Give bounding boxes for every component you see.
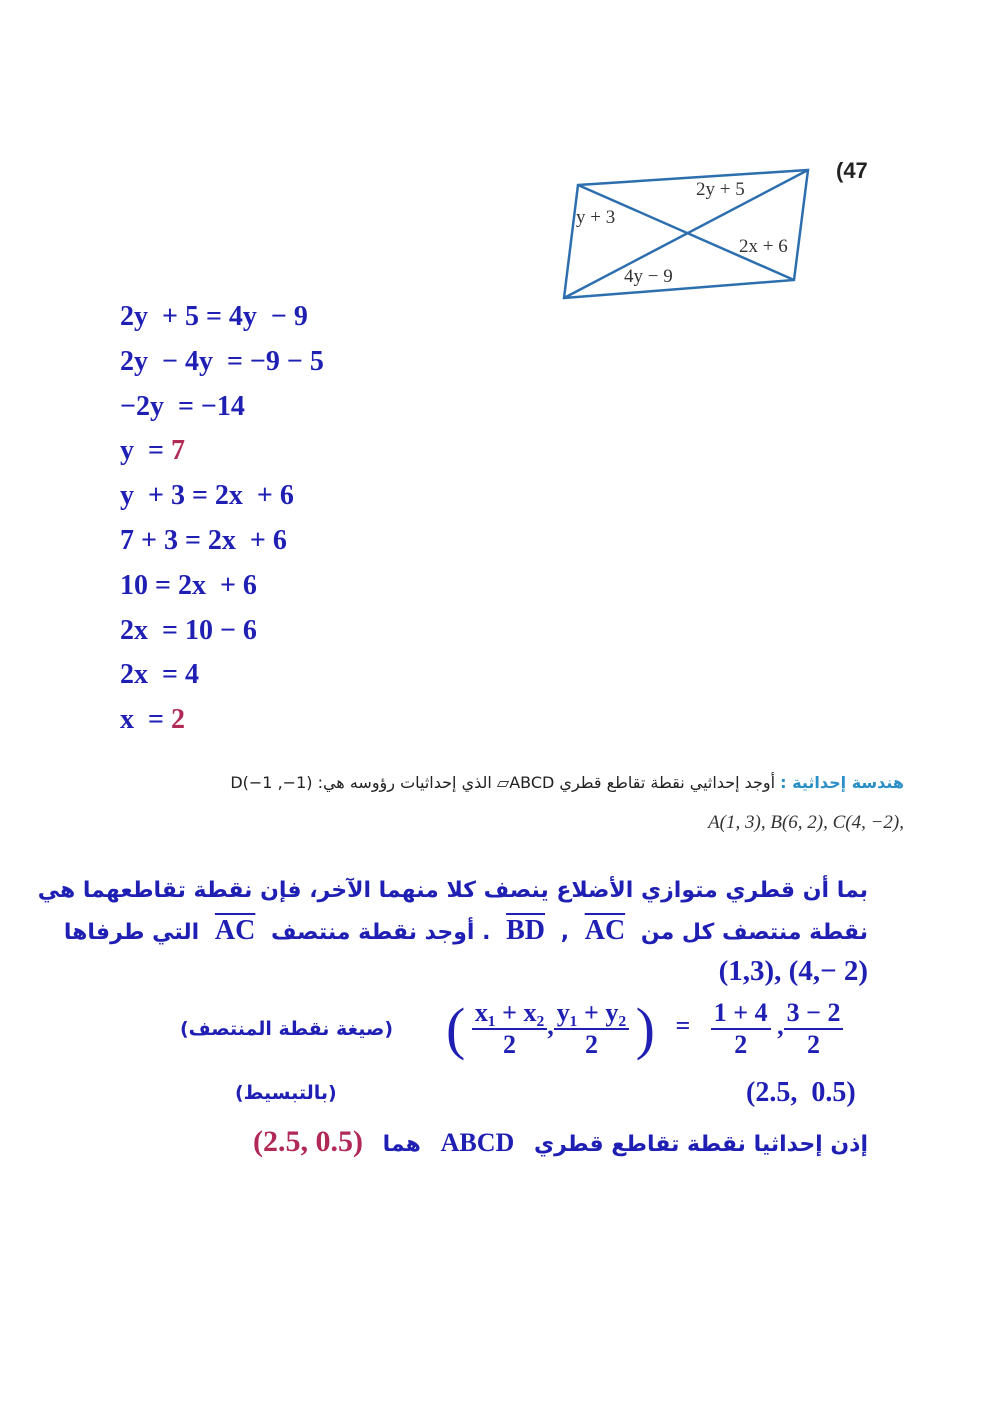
diagonal-ac xyxy=(578,185,794,280)
solution-step xyxy=(120,526,287,556)
conclusion-line xyxy=(253,1125,868,1159)
step-text: 2x = 10 − 6 xyxy=(120,614,257,646)
endpoints: (1,3), (4,− 2) xyxy=(718,955,868,987)
comma: , xyxy=(560,920,570,945)
step-text: 10 = 2x + 6 xyxy=(120,569,257,601)
solution-step xyxy=(120,481,294,511)
solution-step xyxy=(120,347,324,377)
solution-step xyxy=(120,660,199,690)
question-line-1 xyxy=(230,773,904,792)
step-text: x = xyxy=(120,704,171,736)
step-text: 2x = 4 xyxy=(120,659,199,691)
step-text: y = xyxy=(120,435,171,467)
answer-line-1: بما أن قطري متوازي الأضلاع ينصف كلا منهما الآخر، فإن نقطة تقاطعهما هي xyxy=(37,878,868,903)
segment-ac-2: AC xyxy=(214,915,256,946)
answer-text: . أوجد نقطة منتصف xyxy=(270,920,491,945)
fraction-y-values: $\frac{3 - 2}{2}$ xyxy=(784,998,844,1060)
fraction-x: $\frac{\text{x₁ + x₂}}{2}$ xyxy=(472,998,547,1060)
solution-step xyxy=(120,705,185,735)
segment-bd: BD xyxy=(506,915,546,946)
midpoint-formula: ( $\frac{\text{x₁ + x₂}}{2}$ , $\frac{\text{y₁ + y₂}}{2}$ ) = $\frac{1 + 4}{2}$ , $\frac{3 - 2}{2}$ xyxy=(446,995,843,1062)
step-result: 7 xyxy=(170,435,185,467)
step-text: 2y + 5 = 4y − 9 xyxy=(120,301,308,332)
answer-line-2 xyxy=(64,915,868,947)
fraction-y: $\frac{\text{y₁ + y₂}}{2}$ xyxy=(554,998,629,1060)
step-text: −2y = −14 xyxy=(120,390,245,422)
step-result: 2 xyxy=(170,704,185,736)
answer-text: نقطة منتصف كل من xyxy=(640,920,868,945)
label-top: 2y + 5 xyxy=(696,179,745,200)
question-label: هندسة إحداثية : xyxy=(780,773,904,792)
parallelogram-figure xyxy=(556,160,816,305)
solution-step xyxy=(120,436,185,466)
question-text: أوجد إحداثيي نقطة تقاطع قطري ABCD▱ الذي إحداثيات رؤوسه هي: (1−, 1−)D xyxy=(230,773,776,792)
step-text: y + 3 = 2x + 6 xyxy=(120,480,294,512)
solution-step xyxy=(120,392,245,422)
diagonal-bd xyxy=(564,170,808,298)
label-left: y + 3 xyxy=(576,207,616,228)
solution-step xyxy=(120,571,257,601)
label-right: 2x + 6 xyxy=(739,236,788,257)
final-answer: (2.5, 0.5) xyxy=(253,1125,363,1158)
step-text: 2y − 4y = −9 − 5 xyxy=(120,345,324,377)
solution-step xyxy=(120,302,308,332)
simplify-label: (بالتبسيط) xyxy=(235,1082,337,1104)
simplified-result: (2.5, 0.5) xyxy=(746,1077,856,1108)
conclusion-text: هما xyxy=(382,1132,421,1157)
conclusion-text: إذن إحداثيا نقطة تقاطع قطري xyxy=(533,1132,868,1157)
abcd-label: ABCD xyxy=(440,1128,515,1157)
step-text: 7 + 3 = 2x + 6 xyxy=(120,525,287,556)
segment-ac: AC xyxy=(584,915,626,946)
fraction-x-values: $\frac{1 + 4}{2}$ xyxy=(711,998,771,1060)
label-bottom: 4y − 9 xyxy=(624,266,673,287)
answer-text: التي طرفاها xyxy=(63,920,200,945)
question-line-2: A(1, 3), B(6, 2), C(4, −2), xyxy=(708,812,904,833)
solution-step xyxy=(120,616,257,646)
formula-label: (صيغة نقطة المنتصف) xyxy=(180,1018,394,1040)
equals-sign: = xyxy=(675,1011,691,1041)
problem-number: (47 xyxy=(836,158,868,183)
